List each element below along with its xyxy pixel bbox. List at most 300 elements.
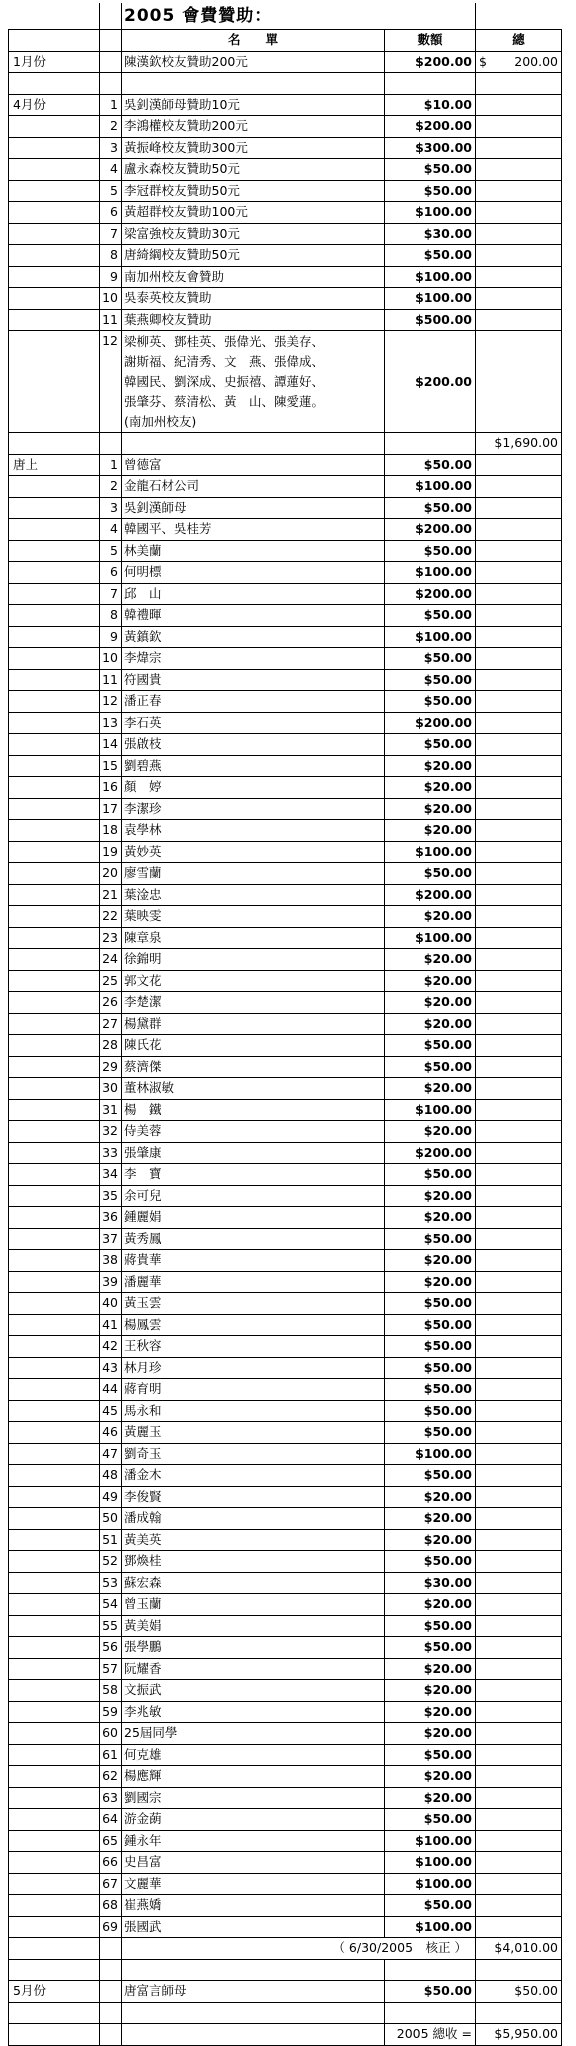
donor-amount: $50.00 — [385, 863, 476, 885]
donor-name: 李兆敏 — [122, 1701, 385, 1723]
donor-amount: $50.00 — [385, 1615, 476, 1637]
table-row — [9, 1013, 562, 1035]
donor-name: 袁學林 — [122, 820, 385, 842]
header-amount: 數額 — [385, 30, 476, 52]
spacer-row — [9, 1959, 562, 1981]
table-row — [9, 1508, 562, 1530]
table-row — [9, 1400, 562, 1422]
donor-name: 唐綺綱校友贊助50元 — [122, 245, 385, 267]
section-total-jan: $ 200.00 — [476, 51, 562, 73]
donor-group-line: 謝斯福、紀清秀、文 燕、張偉成、 — [124, 354, 325, 369]
table-row — [9, 927, 562, 949]
donor-name: 劉碧燕 — [122, 755, 385, 777]
table-row — [9, 1809, 562, 1831]
donor-amount: $50.00 — [385, 734, 476, 756]
table-row — [9, 1056, 562, 1078]
row-number: 55 — [100, 1615, 122, 1637]
donor-name: 楊黛群 — [122, 1013, 385, 1035]
table-row — [9, 137, 562, 159]
row-number: 23 — [100, 927, 122, 949]
donor-name: 潘麗華 — [122, 1271, 385, 1293]
donor-name: 潘金木 — [122, 1465, 385, 1487]
row-number: 28 — [100, 1035, 122, 1057]
donor-group-names — [122, 331, 385, 433]
table-row — [9, 540, 562, 562]
donor-name: 廖雪蘭 — [122, 863, 385, 885]
row-number: 5 — [100, 540, 122, 562]
donor-amount: $100.00 — [385, 1830, 476, 1852]
donor-amount: $20.00 — [385, 1508, 476, 1530]
row-number: 1 — [100, 94, 122, 116]
table-row — [9, 1916, 562, 1938]
table-row — [9, 691, 562, 713]
verification-note: （ 6/30/2005 核正 ） — [122, 1938, 476, 1960]
donor-name: 葉映雯 — [122, 906, 385, 928]
row-number: 7 — [100, 583, 122, 605]
donor-name: 侍美蓉 — [122, 1121, 385, 1143]
donor-name: 葉淦忠 — [122, 884, 385, 906]
donor-amount: $50.00 — [385, 540, 476, 562]
table-row — [9, 1465, 562, 1487]
header-name: 名 單 — [122, 30, 385, 52]
row-number: 47 — [100, 1443, 122, 1465]
donor-group-line: 張肇芬、蔡清松、黃 山、陳愛蓮。 — [124, 394, 325, 409]
section-total-tang: $4,010.00 — [476, 1938, 562, 1960]
row-number: 27 — [100, 1013, 122, 1035]
donor-name: 劉奇玉 — [122, 1443, 385, 1465]
donor-amount: $20.00 — [385, 1594, 476, 1616]
row-number: 13 — [100, 712, 122, 734]
row-number: 8 — [100, 245, 122, 267]
donor-amount: $100.00 — [385, 288, 476, 310]
donor-amount: $30.00 — [385, 1572, 476, 1594]
table-row — [9, 1701, 562, 1723]
donor-name: 鍾永年 — [122, 1830, 385, 1852]
row-number: 12 — [100, 691, 122, 713]
table-row — [9, 116, 562, 138]
donor-amount: $200.00 — [385, 519, 476, 541]
donor-name: 文麗華 — [122, 1873, 385, 1895]
table-row — [9, 820, 562, 842]
table-row — [9, 1744, 562, 1766]
row-number: 11 — [100, 309, 122, 331]
donor-name: 25屆同學 — [122, 1723, 385, 1745]
donor-name: 王秋容 — [122, 1336, 385, 1358]
donor-name: 黃超群校友贊助100元 — [122, 202, 385, 224]
row-number: 16 — [100, 777, 122, 799]
donor-name: 顏 婷 — [122, 777, 385, 799]
donor-amount: $50.00 — [385, 1056, 476, 1078]
subtotal-row — [9, 1938, 562, 1960]
row-number: 61 — [100, 1744, 122, 1766]
table-row — [9, 1529, 562, 1551]
donor-name: 蔡濟傑 — [122, 1056, 385, 1078]
row-number: 45 — [100, 1400, 122, 1422]
donor-name: 唐富言師母 — [122, 1981, 385, 2003]
title-row — [9, 3, 562, 30]
table-row — [9, 180, 562, 202]
donor-amount: $100.00 — [385, 927, 476, 949]
row-number: 66 — [100, 1852, 122, 1874]
donor-amount: $100.00 — [385, 1852, 476, 1874]
donor-amount: $50.00 — [385, 648, 476, 670]
section-total-may: $50.00 — [476, 1981, 562, 2003]
row-number: 9 — [100, 626, 122, 648]
donor-name: 鍾麗娟 — [122, 1207, 385, 1229]
donor-amount: $20.00 — [385, 906, 476, 928]
donor-amount: $50.00 — [385, 1228, 476, 1250]
row-number: 3 — [100, 497, 122, 519]
donor-name: 李俊賢 — [122, 1486, 385, 1508]
row-number: 20 — [100, 863, 122, 885]
donor-group-line: 韓國民、劉深成、史振禧、譚蓮好、 — [124, 374, 325, 389]
donor-name: 梁富強校友贊助30元 — [122, 223, 385, 245]
donor-name: 黃美娟 — [122, 1615, 385, 1637]
table-row — [9, 1379, 562, 1401]
row-number: 46 — [100, 1422, 122, 1444]
table-row — [9, 777, 562, 799]
row-number: 15 — [100, 755, 122, 777]
row-number: 64 — [100, 1809, 122, 1831]
table-row — [9, 605, 562, 627]
donor-name: 曾德富 — [122, 454, 385, 476]
row-number: 10 — [100, 648, 122, 670]
table-row — [9, 949, 562, 971]
row-number: 42 — [100, 1336, 122, 1358]
row-number: 8 — [100, 605, 122, 627]
donor-amount: $100.00 — [385, 562, 476, 584]
table-row — [9, 1766, 562, 1788]
row-number: 18 — [100, 820, 122, 842]
donor-name: 張肇康 — [122, 1142, 385, 1164]
donor-amount: $100.00 — [385, 1873, 476, 1895]
row-number: 25 — [100, 970, 122, 992]
donor-name: 陳章泉 — [122, 927, 385, 949]
donor-amount: $300.00 — [385, 137, 476, 159]
donor-name: 文振武 — [122, 1680, 385, 1702]
table-row — [9, 476, 562, 498]
donor-name: 李鴻權校友贊助200元 — [122, 116, 385, 138]
table-row — [9, 1615, 562, 1637]
table-row — [9, 734, 562, 756]
row-number: 34 — [100, 1164, 122, 1186]
section-label-may: 5月份 — [9, 1981, 100, 2003]
table-row — [9, 562, 562, 584]
table-row — [9, 1443, 562, 1465]
table-row — [9, 583, 562, 605]
donor-amount: $100.00 — [385, 1099, 476, 1121]
row-number: 68 — [100, 1895, 122, 1917]
donor-amount: $50.00 — [385, 1744, 476, 1766]
row-number: 14 — [100, 734, 122, 756]
table-row — [9, 1336, 562, 1358]
row-number: 60 — [100, 1723, 122, 1745]
table-row — [9, 1572, 562, 1594]
donor-amount: $10.00 — [385, 94, 476, 116]
table-row — [9, 497, 562, 519]
donor-name: 張啟枝 — [122, 734, 385, 756]
donor-amount: $20.00 — [385, 1207, 476, 1229]
donor-amount: $20.00 — [385, 1250, 476, 1272]
donor-name: 李冠群校友贊助50元 — [122, 180, 385, 202]
donor-amount: $50.00 — [385, 454, 476, 476]
section-label-jan: 1月份 — [9, 51, 100, 73]
table-row — [9, 1830, 562, 1852]
donor-amount: $20.00 — [385, 1529, 476, 1551]
table-row — [9, 519, 562, 541]
donor-group-line: (南加州校友) — [124, 414, 197, 429]
donor-amount: $100.00 — [385, 266, 476, 288]
donor-name: 李石英 — [122, 712, 385, 734]
donor-amount: $20.00 — [385, 1701, 476, 1723]
header-total: 總 — [476, 30, 562, 52]
donor-name: 何克雄 — [122, 1744, 385, 1766]
row-number: 53 — [100, 1572, 122, 1594]
row-number: 31 — [100, 1099, 122, 1121]
donor-amount: $20.00 — [385, 798, 476, 820]
table-row — [9, 1207, 562, 1229]
row-number: 7 — [100, 223, 122, 245]
row-number: 35 — [100, 1185, 122, 1207]
table-row — [9, 159, 562, 181]
donor-name: 潘成翰 — [122, 1508, 385, 1530]
donor-amount: $20.00 — [385, 1680, 476, 1702]
table-row — [9, 223, 562, 245]
table-row — [9, 1293, 562, 1315]
table-row — [9, 1658, 562, 1680]
donor-name: 游金蓢 — [122, 1809, 385, 1831]
donor-name: 蔣貴華 — [122, 1250, 385, 1272]
table-row — [9, 1787, 562, 1809]
donor-amount: $100.00 — [385, 626, 476, 648]
donor-name: 盧永森校友贊助50元 — [122, 159, 385, 181]
donor-amount: $50.00 — [385, 1895, 476, 1917]
table-row — [9, 863, 562, 885]
row-number: 22 — [100, 906, 122, 928]
table-row — [9, 454, 562, 476]
donor-amount: $100.00 — [385, 841, 476, 863]
donor-amount: $20.00 — [385, 1787, 476, 1809]
donor-amount: $50.00 — [385, 159, 476, 181]
donor-group-line: 梁柳英、鄧桂英、張偉光、張美存、 — [124, 334, 325, 349]
donor-name: 史昌富 — [122, 1852, 385, 1874]
donor-amount: $50.00 — [385, 1981, 476, 2003]
row-number: 19 — [100, 841, 122, 863]
table-row — [9, 626, 562, 648]
row-number: 50 — [100, 1508, 122, 1530]
row-number: 30 — [100, 1078, 122, 1100]
donor-amount: $50.00 — [385, 691, 476, 713]
donor-amount: $20.00 — [385, 1078, 476, 1100]
donor-name: 黃鎮欽 — [122, 626, 385, 648]
table-row — [9, 1723, 562, 1745]
table-row — [9, 1895, 562, 1917]
donor-name: 李潔珍 — [122, 798, 385, 820]
table-row — [9, 1185, 562, 1207]
donor-name: 徐錦明 — [122, 949, 385, 971]
table-row — [9, 1594, 562, 1616]
donor-amount: $200.00 — [385, 116, 476, 138]
donor-amount: $200.00 — [385, 884, 476, 906]
table-row — [9, 1314, 562, 1336]
table-row — [9, 1078, 562, 1100]
table-row — [9, 992, 562, 1014]
donor-name: 韓禮暉 — [122, 605, 385, 627]
table-row — [9, 841, 562, 863]
donor-name: 林美蘭 — [122, 540, 385, 562]
donor-amount: $100.00 — [385, 1916, 476, 1938]
header-row — [9, 30, 562, 52]
row-number: 11 — [100, 669, 122, 691]
table-row — [9, 1873, 562, 1895]
donor-amount: $20.00 — [385, 1658, 476, 1680]
table-row — [9, 1357, 562, 1379]
row-number: 63 — [100, 1787, 122, 1809]
table-row — [9, 1637, 562, 1659]
donor-name: 馬永和 — [122, 1400, 385, 1422]
table-row — [9, 884, 562, 906]
donor-amount: $100.00 — [385, 1443, 476, 1465]
table-row — [9, 1164, 562, 1186]
donor-name: 黃麗玉 — [122, 1422, 385, 1444]
donor-name: 黃玉雲 — [122, 1293, 385, 1315]
table-row — [9, 798, 562, 820]
row-number: 67 — [100, 1873, 122, 1895]
donor-name: 楊 鐵 — [122, 1099, 385, 1121]
donor-name: 吳泰英校友贊助 — [122, 288, 385, 310]
donor-name: 韓國平、吳桂芳 — [122, 519, 385, 541]
donor-amount: $20.00 — [385, 949, 476, 971]
grand-total-value: $5,950.00 — [476, 2024, 562, 2046]
row-number: 32 — [100, 1121, 122, 1143]
donor-name: 林月珍 — [122, 1357, 385, 1379]
donor-amount: $200.00 — [385, 583, 476, 605]
donor-name: 黃妙英 — [122, 841, 385, 863]
row-number: 38 — [100, 1250, 122, 1272]
row-number: 62 — [100, 1766, 122, 1788]
row-number: 44 — [100, 1379, 122, 1401]
section-total-apr: $1,690.00 — [476, 433, 562, 455]
donor-amount: $50.00 — [385, 1422, 476, 1444]
table-row — [9, 1551, 562, 1573]
donor-amount: $50.00 — [385, 1465, 476, 1487]
donor-amount: $50.00 — [385, 1336, 476, 1358]
donor-amount: $20.00 — [385, 1766, 476, 1788]
donor-name: 葉燕卿校友贊助 — [122, 309, 385, 331]
table-row — [9, 1035, 562, 1057]
donor-amount: $50.00 — [385, 1314, 476, 1336]
donor-name: 符國貴 — [122, 669, 385, 691]
table-row — [9, 1680, 562, 1702]
donor-amount: $50.00 — [385, 1809, 476, 1831]
row-number: 2 — [100, 476, 122, 498]
row-number: 39 — [100, 1271, 122, 1293]
row-number: 4 — [100, 159, 122, 181]
donor-name: 董林淑敏 — [122, 1078, 385, 1100]
donor-amount: $50.00 — [385, 1164, 476, 1186]
table-row — [9, 94, 562, 116]
spacer-row — [9, 73, 562, 95]
row-number: 21 — [100, 884, 122, 906]
donor-amount: $20.00 — [385, 1723, 476, 1745]
donor-name: 何明標 — [122, 562, 385, 584]
table-row — [9, 1422, 562, 1444]
grand-total-label: 2005 總收 = — [385, 2024, 476, 2046]
row-number: 59 — [100, 1701, 122, 1723]
donor-name: 李楚潔 — [122, 992, 385, 1014]
row-number: 36 — [100, 1207, 122, 1229]
table-row — [9, 1981, 562, 2003]
row-number: 65 — [100, 1830, 122, 1852]
grand-total-row — [9, 2024, 562, 2046]
donation-table — [8, 3, 562, 2046]
table-row — [9, 906, 562, 928]
donor-name: 楊鳳雲 — [122, 1314, 385, 1336]
donor-amount: $500.00 — [385, 309, 476, 331]
row-number: 49 — [100, 1486, 122, 1508]
donor-amount: $20.00 — [385, 1271, 476, 1293]
donor-name: 崔燕嬌 — [122, 1895, 385, 1917]
subtotal-row — [9, 433, 562, 455]
donor-name: 郭文花 — [122, 970, 385, 992]
donor-amount: $50.00 — [385, 1400, 476, 1422]
row-number: 24 — [100, 949, 122, 971]
table-row — [9, 1250, 562, 1272]
sheet-title: 2005 會費贊助： — [122, 3, 385, 30]
donor-amount: $50.00 — [385, 180, 476, 202]
table-row — [9, 648, 562, 670]
donor-amount: $20.00 — [385, 755, 476, 777]
row-number: 69 — [100, 1916, 122, 1938]
donor-name: 曾玉蘭 — [122, 1594, 385, 1616]
donor-amount: $50.00 — [385, 669, 476, 691]
row-number: 12 — [100, 331, 122, 433]
table-row — [9, 1486, 562, 1508]
donor-name: 張國武 — [122, 1916, 385, 1938]
row-number: 5 — [100, 180, 122, 202]
donor-name: 南加州校友會贊助 — [122, 266, 385, 288]
donor-name: 阮耀香 — [122, 1658, 385, 1680]
donor-amount: $100.00 — [385, 476, 476, 498]
donor-amount: $100.00 — [385, 202, 476, 224]
donor-amount: $50.00 — [385, 1035, 476, 1057]
donor-name: 余可兒 — [122, 1185, 385, 1207]
donor-name: 劉國宗 — [122, 1787, 385, 1809]
row-number: 6 — [100, 202, 122, 224]
donor-amount: $50.00 — [385, 1293, 476, 1315]
table-row — [9, 1271, 562, 1293]
row-number: 51 — [100, 1529, 122, 1551]
donor-name: 黃振峰校友贊助300元 — [122, 137, 385, 159]
donor-name: 黃美英 — [122, 1529, 385, 1551]
row-number: 48 — [100, 1465, 122, 1487]
table-row — [9, 288, 562, 310]
donor-name: 黃秀鳳 — [122, 1228, 385, 1250]
row-number: 57 — [100, 1658, 122, 1680]
donor-amount: $200.00 — [385, 1142, 476, 1164]
row-number: 37 — [100, 1228, 122, 1250]
donor-name: 蔣育明 — [122, 1379, 385, 1401]
table-row — [9, 1099, 562, 1121]
row-number: 17 — [100, 798, 122, 820]
table-row — [9, 970, 562, 992]
table-row — [9, 1121, 562, 1143]
table-row — [9, 712, 562, 734]
donor-amount: $50.00 — [385, 1357, 476, 1379]
donor-name: 吳釗漢師母 — [122, 497, 385, 519]
donor-amount: $50.00 — [385, 497, 476, 519]
table-row — [9, 245, 562, 267]
